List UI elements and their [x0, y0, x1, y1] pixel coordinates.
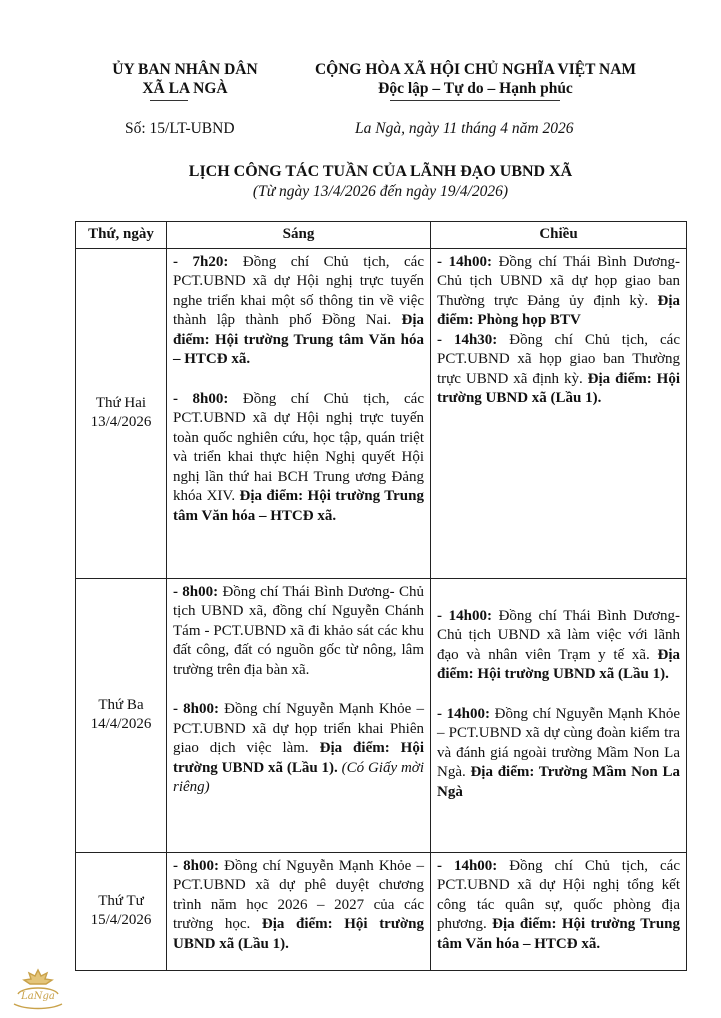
entry-text: Đồng chí Nguyễn Mạnh Khỏe – PCT.UBND xã dự phê duyệt chương trình năm học 2026 – 2027 của các trường học. — [173, 857, 424, 932]
morning-cell — [167, 852, 431, 970]
day-date: 13/4/2026 — [90, 414, 152, 430]
entry-time: - 14h00: — [437, 253, 492, 270]
entry-time: - 8h00: — [173, 857, 219, 874]
morning-cell — [167, 578, 431, 852]
entry-time: - 14h00: — [437, 607, 492, 624]
schedule-entry — [173, 583, 424, 681]
day-name: Thứ Tư — [98, 892, 144, 909]
day-date: 15/4/2026 — [90, 912, 152, 928]
schedule-entry — [173, 700, 424, 798]
national-motto — [288, 60, 663, 98]
day-name: Thứ Ba — [98, 696, 144, 713]
motto-underline — [390, 100, 560, 101]
entry-location: Địa điểm: Hội trường Trung tâm Văn hóa – HTCĐ xã. — [437, 916, 681, 952]
entry-text: Đồng chí Nguyễn Mạnh Khỏe – PCT.UBND xã dự cùng đoàn kiểm tra và đánh giá ngoài trường Mầm Non La Ngà. — [437, 705, 680, 780]
entry-time: - 14h00: — [437, 857, 498, 874]
header-morning: Sáng — [167, 222, 431, 249]
day-cell — [76, 852, 167, 970]
day-cell — [76, 578, 167, 852]
entry-location: Địa điểm: Phòng họp BTV — [437, 292, 680, 328]
entry-time: - 8h00: — [173, 390, 229, 407]
document-number: Số: 15/LT-UBND — [125, 120, 235, 137]
agency-line-2: XÃ LA NGÀ — [142, 80, 228, 97]
entry-time: - 14h30: — [437, 331, 498, 348]
entry-text: Đồng chí Thái Bình Dương-Chủ tịch UBND xã làm việc với lãnh đạo và nhân viên Trạm y tế xã. — [437, 607, 680, 663]
schedule-entry — [437, 607, 680, 685]
day-date: 14/4/2026 — [90, 716, 152, 732]
document-date: La Ngà, ngày 11 tháng 4 năm 2026 — [355, 120, 574, 137]
entry-text: Đồng chí Chủ tịch, các PCT.UBND xã dự Hội nghị tổng kết công tác quân sự, quốc phòng địa phương. — [437, 857, 680, 932]
afternoon-cell — [431, 852, 687, 970]
table-row — [76, 578, 687, 852]
table-row — [76, 852, 687, 970]
schedule-entry — [173, 253, 424, 370]
issuing-agency — [95, 60, 275, 98]
day-cell — [76, 248, 167, 578]
agency-underline — [150, 100, 188, 101]
document-title: LỊCH CÔNG TÁC TUẦN CỦA LÃNH ĐẠO UBND XÃ — [188, 163, 573, 180]
schedule-entry — [437, 705, 680, 803]
entry-time: - 7h20: — [173, 253, 229, 270]
entry-location: Địa điểm: Hội trường Trung tâm Văn hóa – HTCĐ xã. — [173, 312, 424, 367]
table-row — [76, 248, 687, 578]
schedule-entry — [437, 253, 680, 331]
entry-time: - 8h00: — [173, 583, 219, 600]
entry-text: Đồng chí Thái Bình Dương- Chủ tịch UBND xã dự họp giao ban Thường trực Đảng ủy định kỳ. — [437, 253, 680, 309]
motto-line-1: CỘNG HÒA XÃ HỘI CHỦ NGHĨA VIỆT NAM — [314, 61, 637, 78]
entry-location: Địa điểm: Hội trường UBND xã (Lầu 1). — [437, 370, 680, 406]
entry-location: Địa điểm: Hội trường UBND xã (Lầu 1). — [173, 740, 424, 776]
entry-time: - 8h00: — [173, 701, 219, 717]
day-name: Thứ Hai — [95, 394, 147, 411]
entry-location: Địa điểm: Hội trường Trung tâm Văn hóa – HTCĐ xã. — [173, 488, 424, 524]
schedule-entry — [437, 331, 680, 409]
schedule-entry — [173, 857, 424, 955]
entry-location: Địa điểm: Hội trường UBND xã (Lầu 1). — [437, 646, 680, 682]
table-header-row — [76, 222, 687, 249]
schedule-entry — [437, 857, 680, 955]
entry-location: Địa điểm: Hội trường UBND xã (Lầu 1). — [173, 916, 424, 952]
afternoon-cell — [431, 578, 687, 852]
header-afternoon: Chiều — [431, 222, 687, 249]
entry-location: Địa điểm: Trường Mầm Non La Ngà — [437, 764, 680, 800]
agency-line-1: ỦY BAN NHÂN DÂN — [112, 61, 258, 78]
la-nga-logo — [8, 966, 68, 1012]
motto-line-2: Độc lập – Tự do – Hạnh phúc — [378, 80, 573, 97]
entry-text: Đồng chí Chủ tịch, các PCT.UBND xã họp giao ban Thường trực UBND xã định kỳ. — [437, 331, 680, 387]
afternoon-cell — [431, 248, 687, 578]
entry-text: Đồng chí Chủ tịch, các PCT.UBND xã dự Hội nghị trực tuyến nghe triển khai một số thông tin về việc thành lập thành phố Đồng Nai. — [173, 253, 424, 328]
entry-time: - 14h00: — [437, 705, 491, 722]
document-subtitle: (Từ ngày 13/4/2026 đến ngày 19/4/2026) — [252, 183, 509, 200]
schedule-entry — [173, 390, 424, 527]
entry-note: (Có Giấy mời riêng) — [173, 759, 424, 795]
entry-text: Đồng chí Chủ tịch, các PCT.UBND xã dự Hội nghị trực tuyến toàn quốc nghiên cứu, học tập, quán triệt và triển khai thực hiện Nghị quyết Hội nghị lần thứ hai BCH Trung ương Đảng khóa XIV. — [173, 390, 424, 504]
entry-text: Đồng chí Nguyễn Mạnh Khỏe – PCT.UBND xã dự họp triển khai Phiên giao dịch việc làm. — [173, 701, 424, 756]
logo-text: LaNga — [21, 991, 55, 1002]
schedule-table — [75, 221, 687, 971]
header-day: Thứ, ngày — [76, 222, 167, 249]
entry-text: Đồng chí Thái Bình Dương- Chủ tịch UBND xã, đồng chí Nguyễn Chánh Tám - PCT.UBND xã đi khảo sát các khu đất công, đất có nguồn gốc từ nông, lâm trường trên địa bàn xã. — [173, 583, 424, 678]
morning-cell — [167, 248, 431, 578]
